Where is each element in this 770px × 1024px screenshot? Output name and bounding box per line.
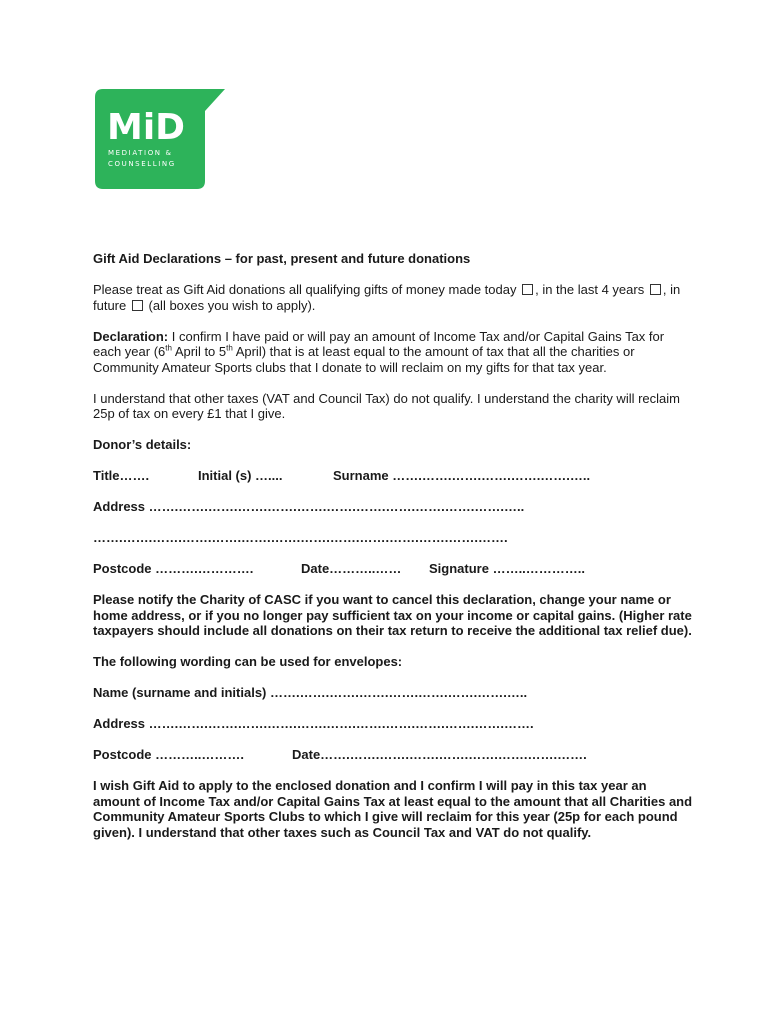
declaration-paragraph xyxy=(93,329,693,376)
in-future-checkbox[interactable] xyxy=(132,300,143,311)
notify-paragraph: Please notify the Charity of CASC if you want to cancel this declaration, change your name or home address, or if you no longer pay sufficient tax on your income or capital gains. (Higher rate taxpayers should include all donations on their tax return to receive the additional tax relief due). xyxy=(93,592,692,638)
final-declaration-paragraph: I wish Gift Aid to apply to the enclosed donation and I confirm I will pay in this tax year an amount of Income Tax and/or Capital Gains Tax at least equal to the amount that all Charities and Community Amateur Sports Clubs to which I give will reclaim for this year (25p for each pound given). I understand that other taxes such as Council Tax and VAT do not qualify. xyxy=(93,778,693,840)
mid-logo xyxy=(95,89,225,189)
donor-address-line2-field[interactable]: …….…….…….…….…….…….…….…….…….…….…….…….…….……. xyxy=(93,530,508,545)
intro-text-3: , in future xyxy=(93,282,681,313)
intro-text-4: (all boxes you wish to apply). xyxy=(148,297,316,313)
postcode-field[interactable]: Postcode ……….…………. xyxy=(93,561,254,576)
gift-aid-document xyxy=(93,251,693,840)
today-checkbox[interactable] xyxy=(522,284,533,295)
title-field[interactable]: Title……. xyxy=(93,468,150,483)
declaration-sup-2: th xyxy=(226,343,233,353)
donor-details-heading: Donor’s details: xyxy=(93,437,192,452)
donor-name-row xyxy=(93,468,693,484)
declaration-label: Declaration: xyxy=(93,328,169,344)
understand-paragraph: I understand that other taxes (VAT and Council Tax) do not qualify. I understand the charity will reclaim 25p of tax on every £1 that I give. xyxy=(93,390,680,421)
signature-field[interactable]: Signature ……..………….. xyxy=(429,561,586,576)
initial-field[interactable]: Initial (s) ….... xyxy=(198,468,283,483)
logo-brand-text: MiD xyxy=(107,107,186,148)
envelope-postcode-field[interactable]: Postcode ………..………. xyxy=(93,747,244,762)
logo-line2: COUNSELLING xyxy=(108,160,176,168)
date-field[interactable]: Date………..…… xyxy=(301,561,402,576)
intro-paragraph xyxy=(93,282,693,313)
declaration-text-b: April to 5 xyxy=(171,344,227,359)
envelope-postcode-row xyxy=(93,747,693,763)
intro-text-2: , in the last 4 years xyxy=(535,282,645,297)
logo-line1: MEDIATION & xyxy=(108,149,173,157)
intro-text-1: Please treat as Gift Aid donations all qualifying gifts of money made today xyxy=(93,282,517,297)
last-4-years-checkbox[interactable] xyxy=(650,284,661,295)
declaration-sup-1: th xyxy=(165,343,172,353)
donor-address-field[interactable]: Address …….…….…….…….…….…….…….…….…….…….…….…….….. xyxy=(93,499,525,514)
envelope-date-field[interactable]: Date…….…….…….…….…….…….…….…….……. xyxy=(292,747,587,762)
document-heading: Gift Aid Declarations – for past, present and future donations xyxy=(93,251,471,266)
declaration-text-a: I confirm I have paid or will pay an amount of Income Tax and/or Capital Gains Tax for each year (6 xyxy=(93,328,665,359)
envelopes-heading: The following wording can be used for envelopes: xyxy=(93,654,403,669)
donor-postcode-row xyxy=(93,561,693,577)
envelope-name-field[interactable]: Name (surname and initials) …….…….…….…….…….…….…….…….….. xyxy=(93,685,528,700)
surname-field[interactable]: Surname …….…….…….…….…….…….….. xyxy=(333,468,591,483)
declaration-text-c: April) that is at least equal to the amount of tax that all the charities or Community Amateur Sports clubs that I donate to will reclaim on my gifts for that tax year. xyxy=(93,344,635,375)
envelope-address-field[interactable]: Address …….…….…….…….…….…….…….…….…….…….…….…….……. xyxy=(93,716,534,731)
